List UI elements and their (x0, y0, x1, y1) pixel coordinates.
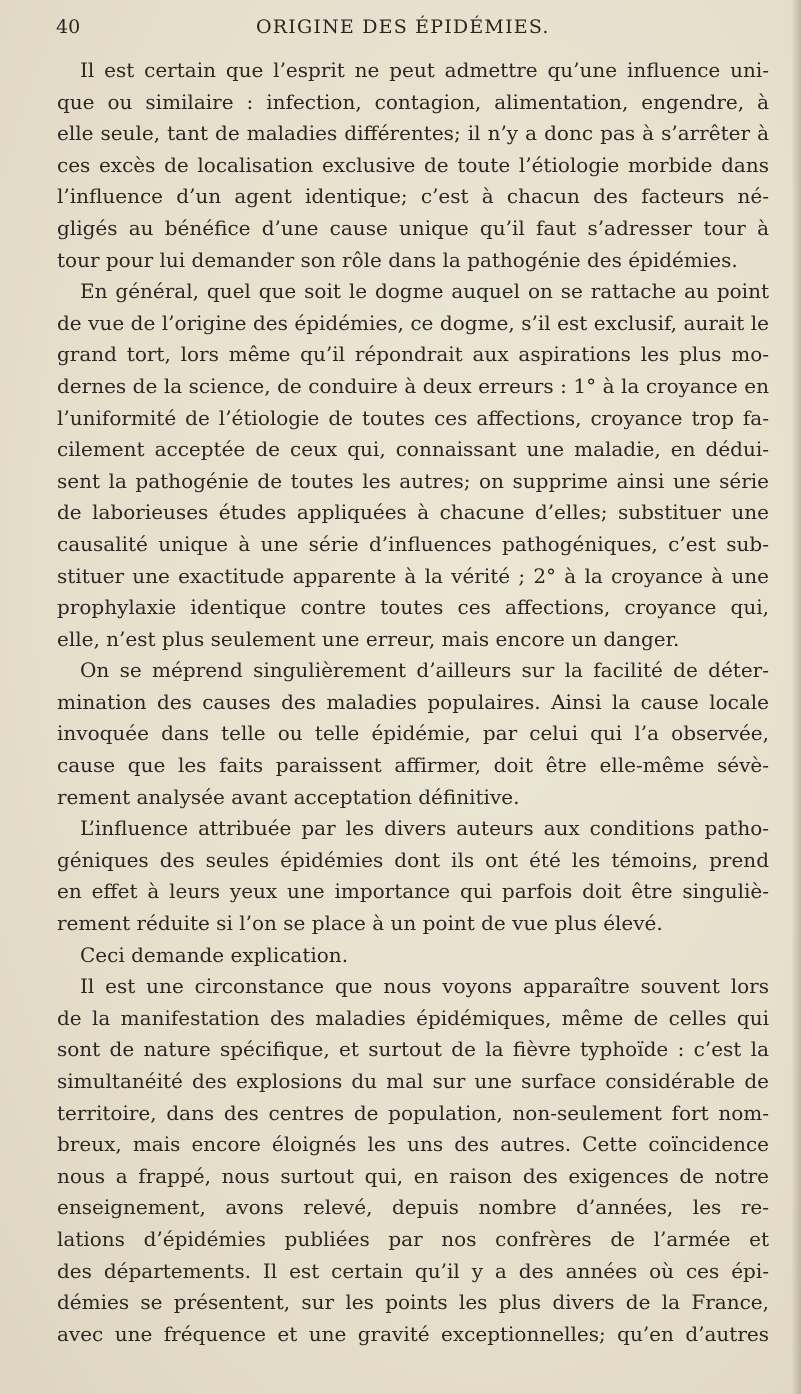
text-line: causalité unique à une série d’influences pathogéniques, c’est sub- (57, 531, 769, 556)
text-line: Il est certain que l’esprit ne peut admettre qu’une influence uni- (80, 58, 769, 82)
text-line: démies se présentent, sur les points les plus divers de la France, (57, 1290, 769, 1315)
text-line: stituer une exactitude apparente à la vérité ; 2° à la croyance à une (57, 563, 769, 588)
text-line: territoire, dans des centres de population, non-seulement fort nom- (57, 1100, 769, 1125)
text-line: Ceci demande explication. (80, 942, 349, 967)
text-line: nous a frappé, nous surtout qui, en raison des exigences de notre (57, 1163, 769, 1188)
text-line: grand tort, lors même qu’il répondrait aux aspirations les plus mo- (57, 342, 769, 367)
text-line: sent la pathogénie de toutes les autres; on supprime ainsi une série (57, 468, 769, 493)
text-line: enseignement, avons relevé, depuis nombre d’années, les re- (57, 1195, 769, 1220)
text-line: prophylaxie identique contre toutes ces affections, croyance qui, (57, 595, 769, 620)
text-line: rement réduite si l’on se place à un point de vue plus élevé. (57, 911, 663, 936)
text-line: En général, quel que soit le dogme auquel on se rattache au point (80, 279, 769, 304)
text-line: ces excès de localisation exclusive de toute l’étiologie morbide dans (57, 152, 769, 177)
text-line: des départements. Il est certain qu’il y a des années où ces épi- (57, 1258, 769, 1283)
running-title: ORIGINE DES ÉPIDÉMIES. (256, 16, 550, 38)
text-line: de laborieuses études appliquées à chacune d’elles; substituer une (57, 500, 769, 525)
text-line: elle seule, tant de maladies différentes; il n’y a donc pas à s’arrêter à (57, 121, 769, 146)
text-line: de la manifestation des maladies épidémiques, même de celles qui (57, 1005, 769, 1030)
text-line: l’uniformité de l’étiologie de toutes ces affections, croyance trop fa- (57, 405, 769, 430)
text-line: que ou similaire : infection, contagion, alimentation, engendre, à (57, 89, 769, 114)
running-head (56, 16, 766, 40)
text-line: géniques des seules épidémies dont ils ont été les témoins, prend (57, 847, 769, 872)
body-text (57, 55, 769, 1350)
page-number: 40 (56, 16, 81, 38)
text-line: rement analysée avant acceptation définitive. (57, 784, 520, 809)
text-line: l’influence d’un agent identique; c’est à chacun des facteurs né- (57, 184, 769, 209)
text-line: de vue de l’origine des épidémies, ce dogme, s’il est exclusif, aurait le (57, 310, 769, 335)
text-line: invoquée dans telle ou telle épidémie, par celui qui l’a observée, (57, 721, 769, 746)
text-line: en effet à leurs yeux une importance qui parfois doit être singuliè- (57, 879, 769, 904)
text-line: breux, mais encore éloignés les uns des autres. Cette coïncidence (57, 1132, 769, 1157)
text-line: avec une fréquence et une gravité exceptionnelles; qu’en d’autres (57, 1321, 769, 1346)
text-line: sont de nature spécifique, et surtout de la fièvre typhoïde : c’est la (57, 1037, 769, 1062)
text-line: tour pour lui demander son rôle dans la pathogénie des épidémies. (57, 247, 738, 272)
text-line: gligés au bénéfice d’une cause unique qu’il faut s’adresser tour à (57, 215, 769, 240)
text-line: L’influence attribuée par les divers auteurs aux conditions patho- (80, 816, 769, 841)
text-line: elle, n’est plus seulement une erreur, mais encore un danger. (57, 626, 680, 651)
text-line: lations d’épidémies publiées par nos confrères de l’armée et (57, 1226, 769, 1251)
text-line: cause que les faits paraissent affirmer, doit être elle-même sévè- (57, 753, 769, 778)
text-line: dernes de la science, de conduire à deux erreurs : 1° à la croyance en (57, 373, 769, 398)
text-line: mination des causes des maladies populaires. Ainsi la cause locale (57, 689, 769, 714)
text-line: On se méprend singulièrement d’ailleurs sur la facilité de déter- (80, 658, 769, 683)
text-line: Il est une circonstance que nous voyons apparaître souvent lors (80, 974, 769, 999)
text-line: simultanéité des explosions du mal sur une surface considérable de (57, 1069, 769, 1093)
text-line: cilement acceptée de ceux qui, connaissant une maladie, en dédui- (57, 437, 769, 462)
